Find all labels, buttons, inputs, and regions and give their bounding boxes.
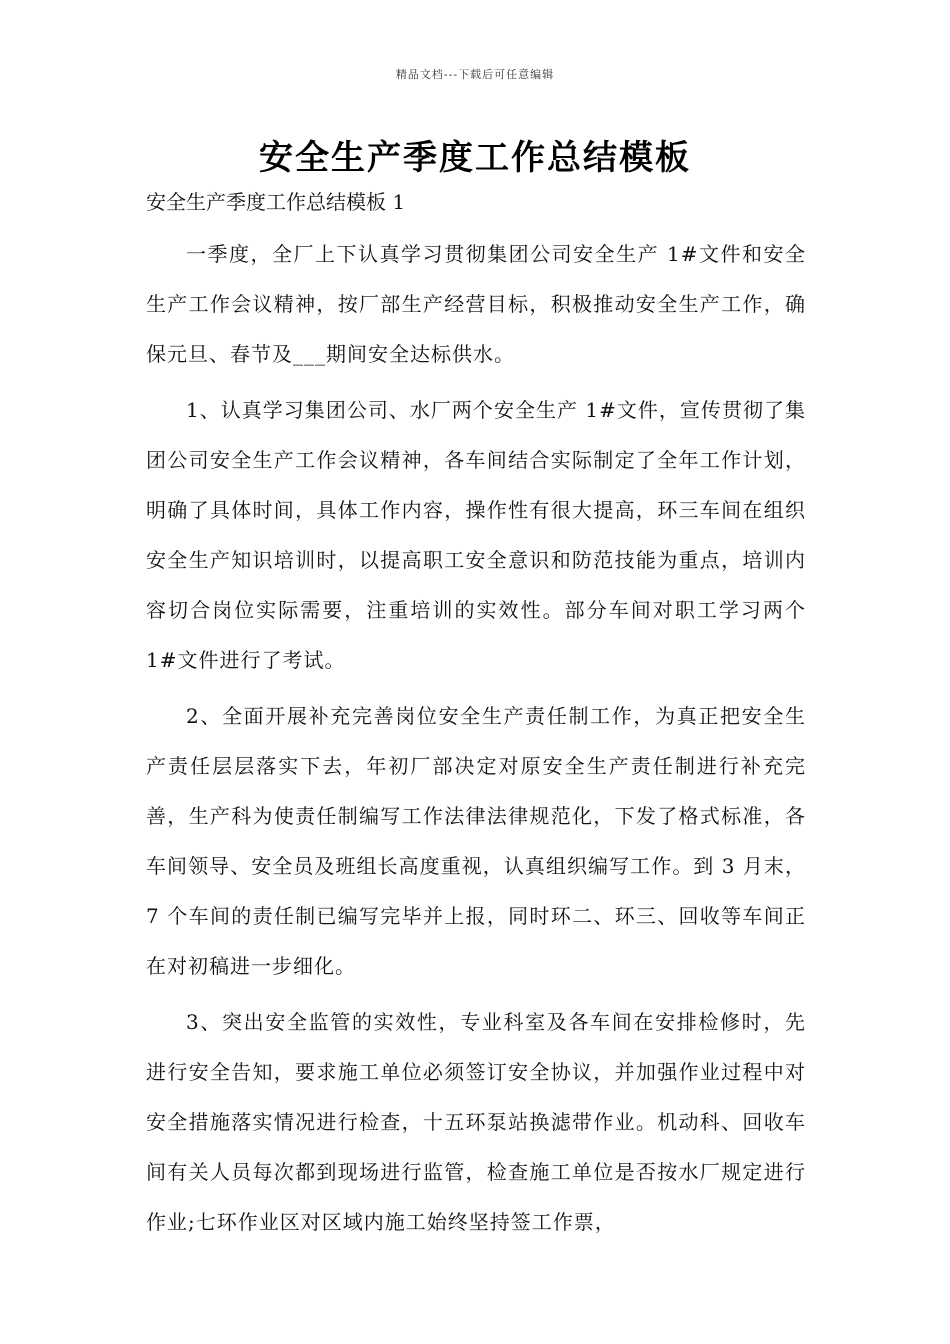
paragraph-item-3: 3、突出安全监管的实效性，专业科室及各车间在安排检修时，先进行安全告知，要求施工单位必须签订安全协议，并加强作业过程中对安全措施落实情况进行检查，十五环泵站换滤带作业。机动科、回收车间有关人员每次都到现场进行监管，检查施工单位是否按水厂规定进行作业;七环作业区对区域内施工始终坚持签工作票，	[146, 1010, 806, 1234]
header-note: 精品文档---下载后可任意编辑	[395, 68, 555, 81]
document-body	[146, 229, 806, 1253]
section-subtitle: 安全生产季度工作总结模板 1	[146, 190, 406, 214]
paragraph-item-2: 2、全面开展补充完善岗位安全生产责任制工作，为真正把安全生产责任层层落实下去，年初厂部决定对原安全生产责任制进行补充完善，生产科为使责任制编写工作法律法律规范化，下发了格式标准，各车间领导、安全员及班组长高度重视，认真组织编写工作。到 3 月末，7 个车间的责任制已编写完毕并上报，同时环二、环三、回收等车间正在对初稿进一步细化。	[146, 704, 806, 978]
document-title: 安全生产季度工作总结模板	[259, 138, 691, 178]
paragraph-intro: 一季度，全厂上下认真学习贯彻集团公司安全生产 1#文件和安全生产工作会议精神，按厂部生产经营目标，积极推动安全生产工作，确保元旦、春节及___期间安全达标供水。	[146, 242, 806, 366]
paragraph-item-1: 1、认真学习集团公司、水厂两个安全生产 1#文件，宣传贯彻了集团公司安全生产工作会议精神，各车间结合实际制定了全年工作计划，明确了具体时间，具体工作内容，操作性有很大提高，环三车间在组织安全生产知识培训时，以提高职工安全意识和防范技能为重点，培训内容切合岗位实际需要，注重培训的实效性。部分车间对职工学习两个 1#文件进行了考试。	[146, 398, 806, 672]
